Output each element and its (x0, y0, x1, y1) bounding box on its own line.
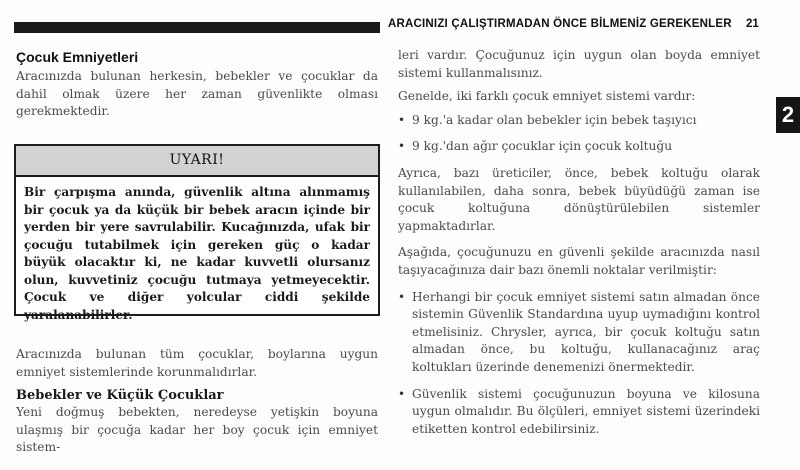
bullet-icon: • (398, 386, 406, 401)
warning-text: Bir çarpışma anında, güvenlik altına alınmamış bir çocuk ya da küçük bir bebek aracın içinde bir yerden bir yere savrulabilir. Kucağınızda, ufak bir çocuğu tutabilmek için gereken güç o kadar büyük olacaktır ki, ne kadar kuvvetli olursanız olun, kuvvetiniz çocuğu tutmaya yetmeyecektir. Çocuk ve diğer yolcular ciddi şekilde yaralanabilirler. (24, 185, 370, 322)
manufacturers-paragraph: Ayrıca, bazı üreticiler, önce, bebek koltuğu olarak kullanılabilen, daha sonra, bebek büyüdüğü zaman ise çocuk koltuğuna dönüştürülebilen sistemler yapmaktadırlar. (398, 165, 760, 233)
list-item-text: 9 kg.'dan ağır çocuklar için çocuk koltuğu (412, 139, 673, 154)
bullet-icon: • (398, 112, 406, 127)
list-item-text: 9 kg.'a kadar olan bebekler için bebek taşıyıcı (412, 112, 697, 127)
list-item (398, 289, 760, 377)
infants-paragraph: Yeni doğmuş bebekten, neredeyse yetişkin boyuna ulaşmış bir çocuğa kadar her boy çocuk için emniyet sistem- (16, 405, 378, 455)
running-header-title: ARACINIZI ÇALIŞTIRMADAN ÖNCE BİLMENİZ GEREKENLER (388, 18, 732, 30)
types-intro: Genelde, iki farklı çocuk emniyet sistemi vardır: (398, 89, 696, 104)
intro-paragraph: Aracınızda bulunan herkesin, bebekler ve çocuklar da dahil olmak üzere her zaman güvenlikte olması gerekmektedir. (16, 69, 378, 119)
section-title: Çocuk Emniyetleri (16, 49, 139, 65)
right-column (398, 47, 760, 438)
list-item (398, 386, 760, 439)
list-item (398, 112, 760, 130)
list-item (398, 138, 760, 156)
bullet-icon: • (398, 289, 406, 304)
left-column-top (16, 48, 378, 121)
left-column-bottom (16, 346, 378, 457)
list-item-text: Herhangi bir çocuk emniyet sistemi satın almadan önce sistemin Güvenlik Standardına uyup uymadığını kontrol etmelisiniz. Chrysler, ayrıca, bir çocuk koltuğu satın almadan önce, bu koltuğu, kullanacağınız araç koltukları üzerinde denemenizi önermektedir. (412, 289, 760, 374)
chapter-tab: 2 (776, 97, 800, 133)
safety-points-intro: Aşağıda, çocuğunuzu en güvenli şekilde aracınızda nasıl taşıyacağınıza dair bazı önemli noktalar verilmiştir: (398, 245, 760, 277)
header-rule (14, 22, 380, 33)
subsection-title: Bebekler ve Küçük Çocuklar (16, 388, 224, 404)
warning-title: UYARI! (16, 146, 378, 177)
page-number: 21 (746, 18, 759, 30)
warning-box (14, 144, 380, 322)
list-item-text: Güvenlik sistemi çocuğunuzun boyuna ve kilosuna uygun olmalıdır. Bu ölçüleri, emniyet sistemi üzerindeki etiketten kontrol edebilirsiniz. (412, 386, 760, 436)
bullet-icon: • (398, 139, 406, 154)
continuation-paragraph: leri vardır. Çocuğunuz için uygun olan boyda emniyet sistemi kullanmalısınız. (398, 48, 760, 80)
age-paragraph: Aracınızda bulunan tüm çocuklar, boylarına uygun emniyet sistemlerinde korunmalıdırlar. (16, 347, 378, 379)
